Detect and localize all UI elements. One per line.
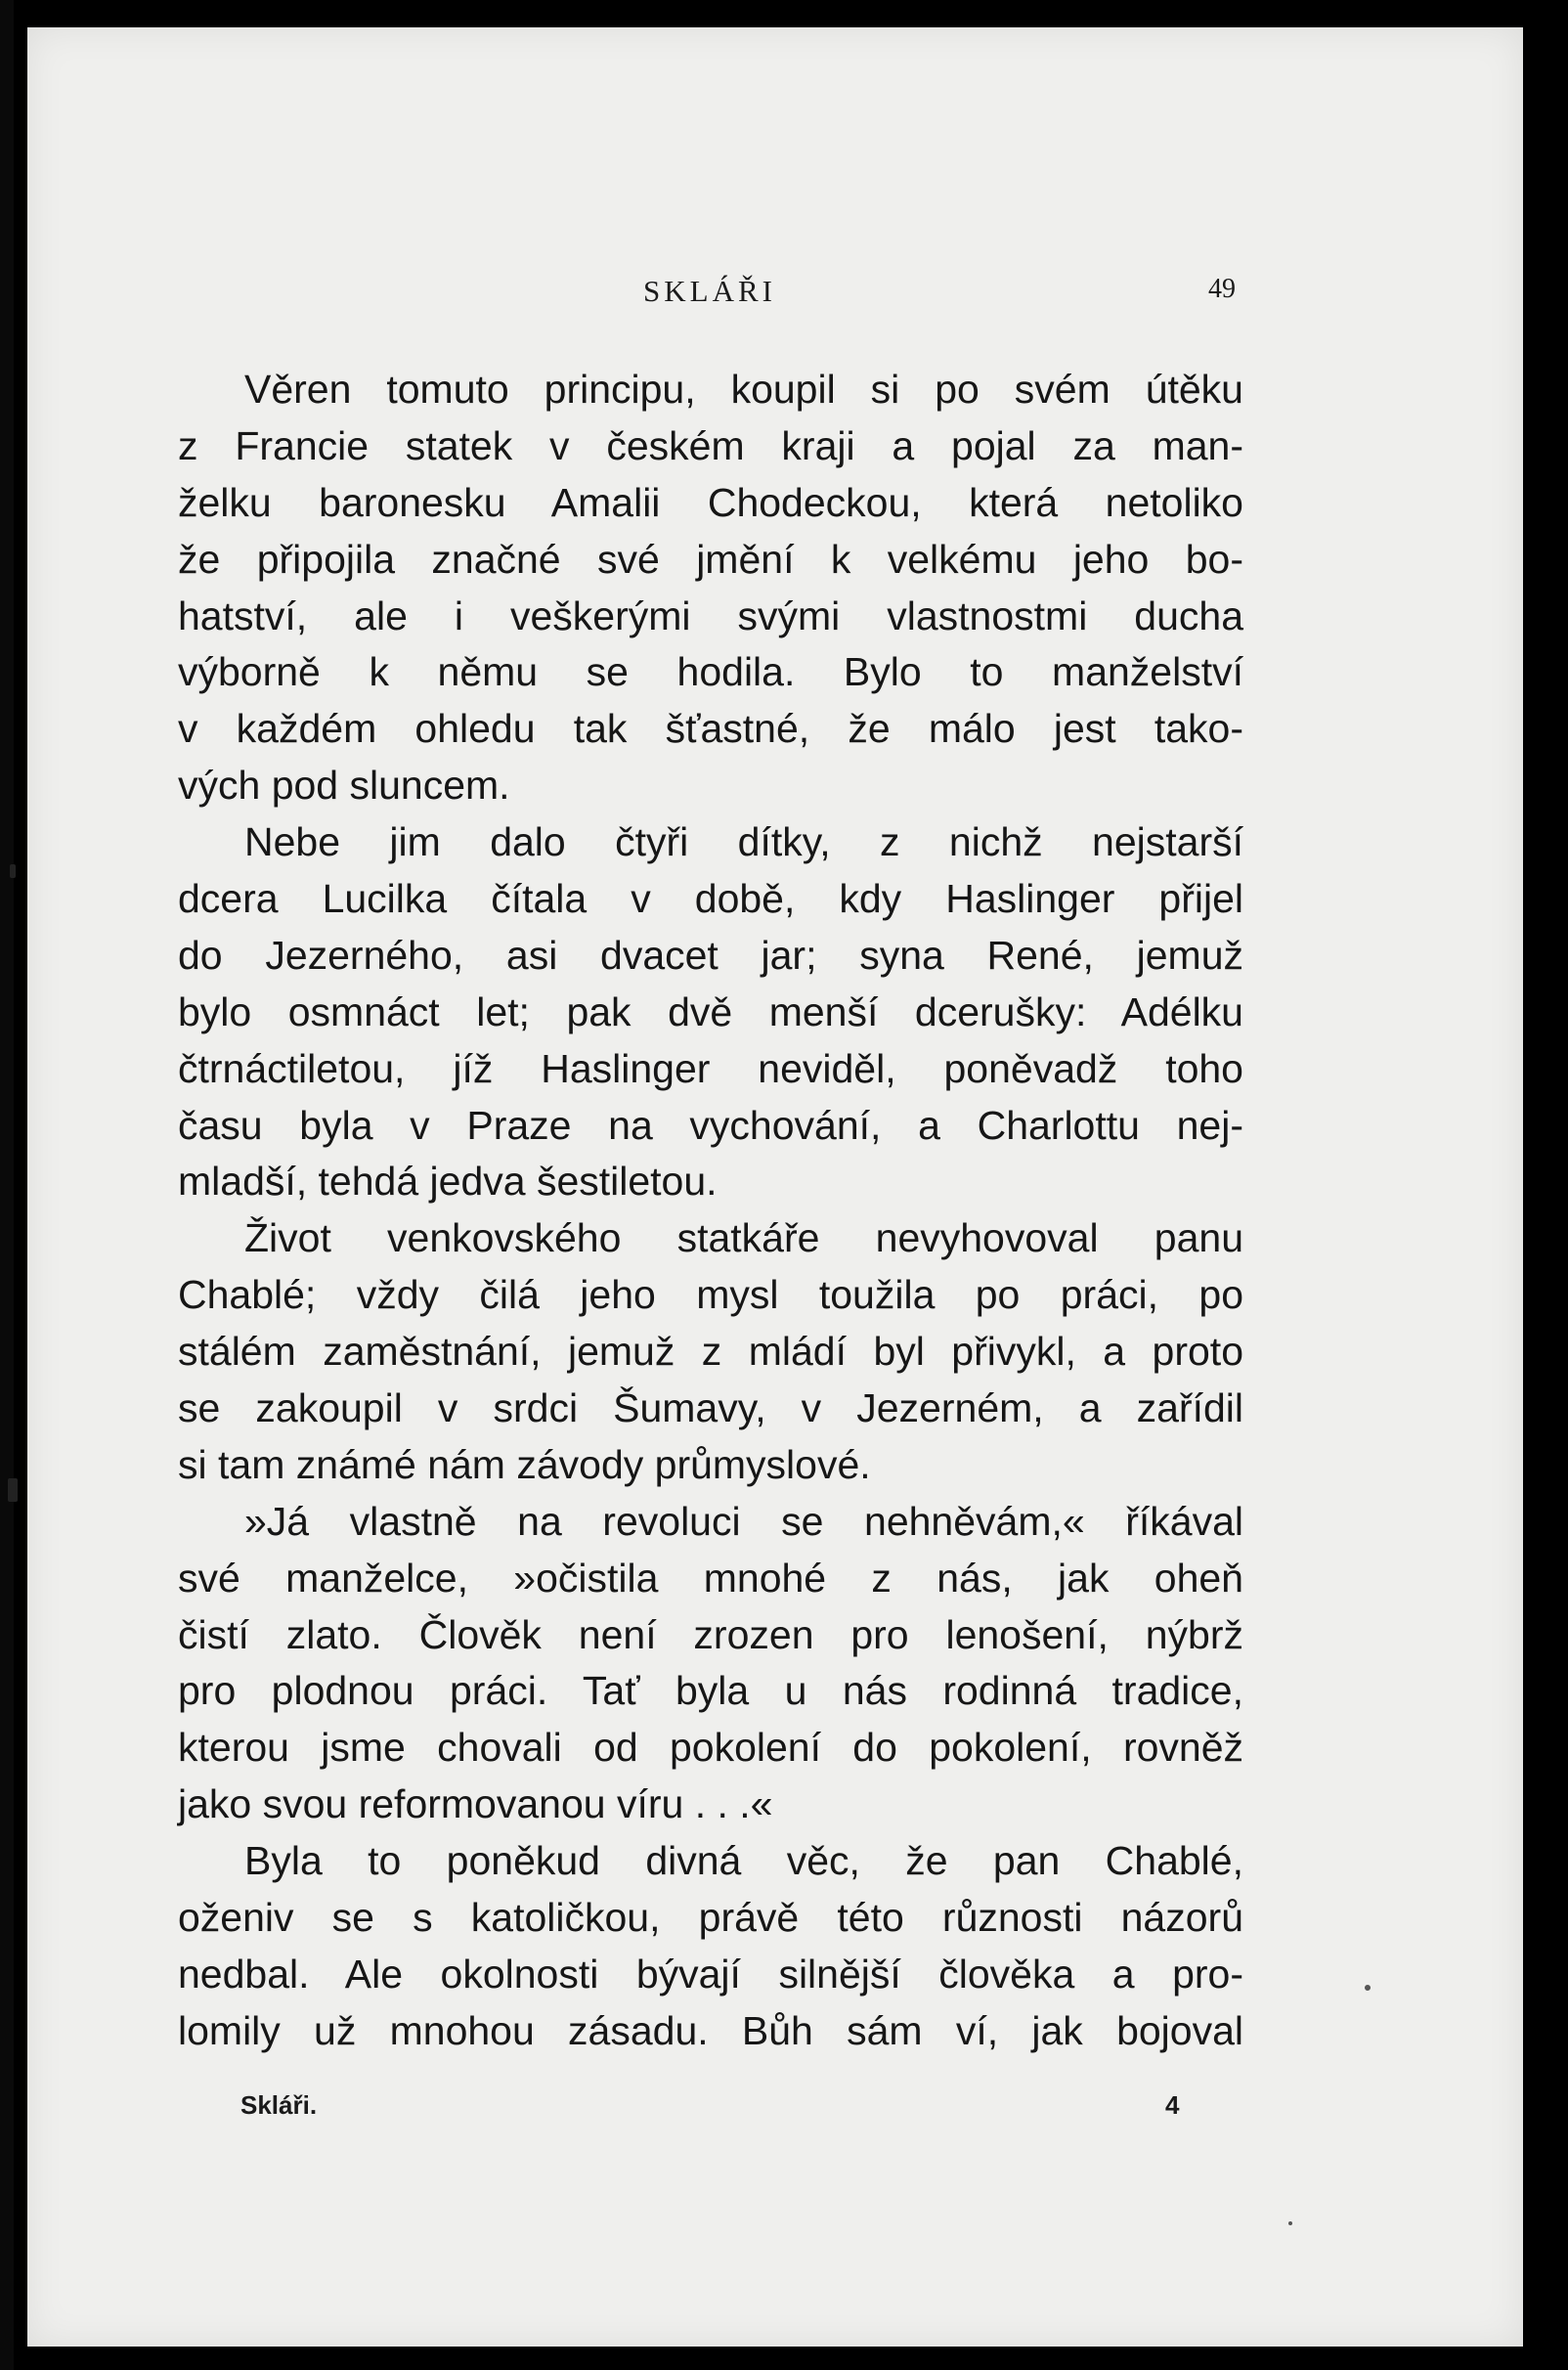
body-text bbox=[178, 362, 1243, 2060]
text-line: že připojila značné své jmění k velkému jeho bo- bbox=[178, 536, 1243, 582]
text-line: bylo osmnáct let; pak dvě menší dcerušky: Adélku bbox=[178, 988, 1243, 1034]
binding-edge bbox=[0, 0, 14, 2370]
text-line: »Já vlastně na revoluci se nehněvám,« říkával bbox=[244, 1498, 1243, 1544]
text-line: v každém ohledu tak šťastné, že málo jest tako- bbox=[178, 706, 1243, 752]
text-line: mladší, tehdá jedva šestiletou. bbox=[178, 1159, 718, 1205]
running-head: SKLÁŘI bbox=[643, 274, 776, 308]
text-line: pro plodnou práci. Tať byla u nás rodinná tradice, bbox=[178, 1668, 1243, 1714]
text-line: se zakoupil v srdci Šumavy, v Jezerném, a zařídil bbox=[178, 1385, 1243, 1431]
text-line: hatství, ale i veškerými svými vlastnostmi ducha bbox=[178, 592, 1243, 638]
text-line: do Jezerného, asi dvacet jar; syna René, jemuž bbox=[178, 932, 1243, 978]
text-line: nedbal. Ale okolnosti bývají silnější člověka a pro- bbox=[178, 1951, 1243, 1997]
text-line: jako svou reformovanou víru . . .« bbox=[178, 1781, 773, 1827]
signature-number: 4 bbox=[1165, 2090, 1180, 2120]
text-line: čtrnáctiletou, jíž Haslinger neviděl, poněvadž toho bbox=[178, 1045, 1243, 1091]
text-line: Věren tomuto principu, koupil si po svém útěku bbox=[244, 367, 1243, 412]
text-line: Nebe jim dalo čtyři dítky, z nichž nejstarší bbox=[244, 819, 1243, 865]
scan-speck bbox=[10, 864, 16, 878]
text-line: stálém zaměstnání, jemuž z mládí byl přivykl, a proto bbox=[178, 1329, 1243, 1375]
page-number: 49 bbox=[1208, 274, 1236, 304]
text-line: dcera Lucilka čítala v době, kdy Haslinger přijel bbox=[178, 876, 1243, 922]
scan-speck bbox=[1288, 2221, 1292, 2225]
text-line: lomily už mnohou zásadu. Bůh sám ví, jak bojoval bbox=[178, 2007, 1243, 2053]
text-line: oženiv se s katoličkou, právě této různosti názorů bbox=[178, 1895, 1243, 1941]
text-line: výborně k němu se hodila. Bylo to manželství bbox=[178, 649, 1243, 695]
text-line: čistí zlato. Člověk není zrozen pro lenošení, nýbrž bbox=[178, 1611, 1243, 1657]
printer-signature: Skláři. bbox=[240, 2090, 318, 2120]
text-line: své manželce, »očistila mnohé z nás, jak oheň bbox=[178, 1555, 1243, 1601]
text-line: Život venkovského statkáře nevyhovoval panu bbox=[244, 1215, 1243, 1261]
text-line: Chablé; vždy čilá jeho mysl toužila po práci, po bbox=[178, 1272, 1243, 1318]
text-line: z Francie statek v českém kraji a pojal za man- bbox=[178, 422, 1243, 468]
scan-speck bbox=[1365, 1985, 1371, 1991]
text-line: kterou jsme chovali od pokolení do pokolení, rovněž bbox=[178, 1725, 1243, 1771]
text-line: času byla v Praze na vychování, a Charlottu nej- bbox=[178, 1102, 1243, 1148]
text-line: si tam známé nám závody průmyslové. bbox=[178, 1441, 871, 1487]
text-line: Byla to poněkud divná věc, že pan Chablé, bbox=[244, 1838, 1243, 1884]
scan-speck bbox=[8, 1478, 18, 1502]
text-line: želku baronesku Amalii Chodeckou, která netoliko bbox=[178, 479, 1243, 525]
text-line: vých pod sluncem. bbox=[178, 763, 510, 809]
